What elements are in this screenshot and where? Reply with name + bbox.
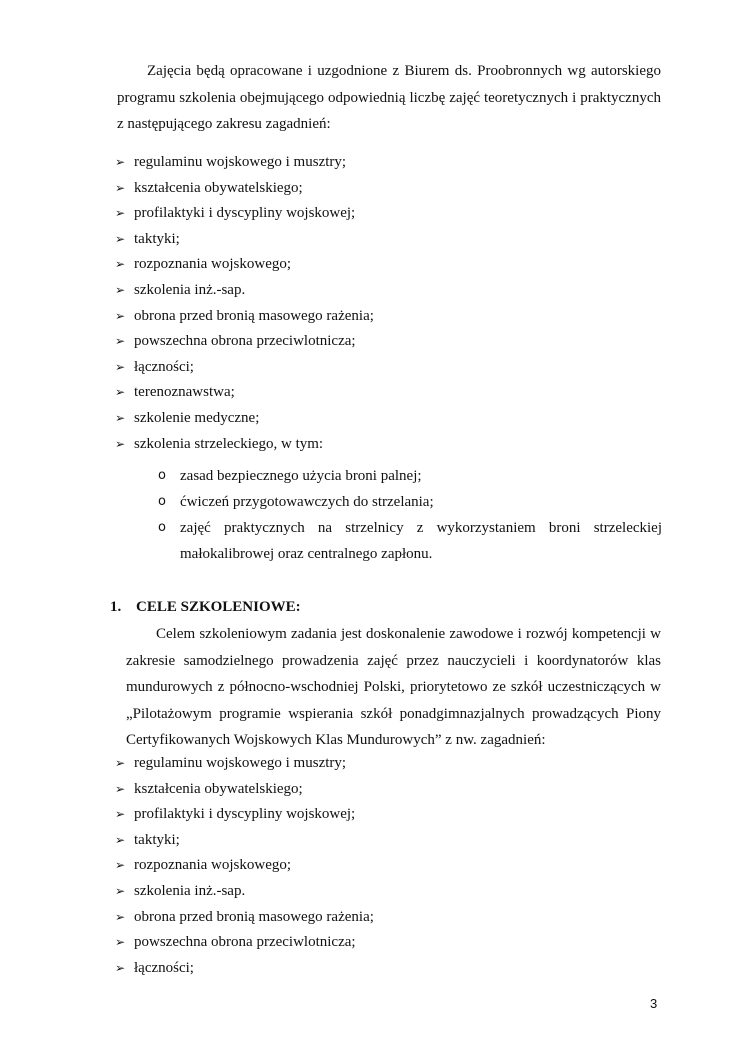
list-item: ➢ powszechna obrona przeciwlotnicza; <box>112 930 672 956</box>
list-item: ➢ taktyki; <box>112 227 672 253</box>
shooting-sublist <box>158 463 662 567</box>
list-item: ➢ łączności; <box>112 355 672 381</box>
arrow-bullet-icon: ➢ <box>114 334 126 349</box>
list-item: ➢ szkolenie medyczne; <box>112 406 672 432</box>
list-item: ➢ rozpoznania wojskowego; <box>112 252 672 278</box>
arrow-bullet-icon: ➢ <box>114 883 126 898</box>
arrow-bullet-icon: ➢ <box>114 410 126 425</box>
arrow-bullet-icon: ➢ <box>114 436 126 451</box>
arrow-bullet-icon: ➢ <box>114 206 126 221</box>
sublist-item: o zasad bezpiecznego użycia broni palnej; <box>158 463 662 489</box>
list-item: ➢ profilaktyki i dyscypliny wojskowej; <box>112 201 672 227</box>
arrow-bullet-icon: ➢ <box>114 180 126 195</box>
list-item: ➢ szkolenia strzeleckiego, w tym: <box>112 432 672 458</box>
section-title: CELE SZKOLENIOWE: <box>136 599 301 615</box>
arrow-bullet-icon: ➢ <box>114 257 126 272</box>
list-item: ➢ kształcenia obywatelskiego; <box>112 777 672 803</box>
section-number: 1. <box>110 599 122 615</box>
arrow-bullet-icon: ➢ <box>114 807 126 822</box>
list-item: ➢ obrona przed bronią masowego rażenia; <box>112 905 672 931</box>
list-item: ➢ profilaktyki i dyscypliny wojskowej; <box>112 802 672 828</box>
arrow-bullet-icon: ➢ <box>114 781 126 796</box>
list-item: ➢ kształcenia obywatelskiego; <box>112 176 672 202</box>
arrow-bullet-icon: ➢ <box>114 858 126 873</box>
arrow-bullet-icon: ➢ <box>114 385 126 400</box>
list-item: ➢ łączności; <box>112 956 672 982</box>
list-item: ➢ regulaminu wojskowego i musztry; <box>112 751 672 777</box>
circle-bullet-icon: o <box>158 468 166 483</box>
list-item: ➢ regulaminu wojskowego i musztry; <box>112 150 672 176</box>
circle-bullet-icon: o <box>158 494 166 509</box>
list-item: ➢ szkolenia inż.-sap. <box>112 278 672 304</box>
arrow-bullet-icon: ➢ <box>114 909 126 924</box>
section-paragraph <box>126 621 661 754</box>
arrow-bullet-icon: ➢ <box>114 756 126 770</box>
list-item: ➢ obrona przed bronią masowego rażenia; <box>112 304 672 330</box>
sublist-item: o zajęć praktycznych na strzelnicy z wykorzystaniem broni strzeleckiej małokalibrowej oraz centralnego zapłonu. <box>158 515 662 567</box>
page-number: 3 <box>650 996 658 1011</box>
arrow-bullet-icon: ➢ <box>114 832 126 847</box>
arrow-bullet-icon: ➢ <box>114 935 126 950</box>
arrow-bullet-icon: ➢ <box>114 359 126 374</box>
sublist-item: o ćwiczeń przygotowawczych do strzelania; <box>158 489 662 515</box>
section-text: Celem szkoleniowym zadania jest doskonalenie zawodowe i rozwój kompetencji w zakresie samodzielnego prowadzenia zajęć przez nauczycieli i koordynatorów klas mundurowych z północno-wschodniej Polski, priorytetowo ze szkół uczestniczących w „Pilotażowym programie wspierania szkół ponadgimnazjalnych prowadzących Piony Certyfikowanych Wojskowych Klas Mundurowych” z nw. zagadnień: <box>126 626 661 748</box>
list-item: ➢ taktyki; <box>112 828 672 854</box>
list-item: ➢ terenoznawstwa; <box>112 380 672 406</box>
arrow-bullet-icon: ➢ <box>114 282 126 297</box>
list-item: ➢ rozpoznania wojskowego; <box>112 853 672 879</box>
arrow-bullet-icon: ➢ <box>114 155 126 169</box>
arrow-bullet-icon: ➢ <box>114 231 126 246</box>
list-item: ➢ szkolenia inż.-sap. <box>112 879 672 905</box>
arrow-bullet-icon: ➢ <box>114 308 126 323</box>
section-heading <box>110 594 301 620</box>
list-item: ➢ powszechna obrona przeciwlotnicza; <box>112 329 672 355</box>
goals-list <box>112 751 672 981</box>
intro-paragraph: Zajęcia będą opracowane i uzgodnione z Biurem ds. Proobronnych wg autorskiego programu szkolenia obejmującego odpowiednią liczbę zajęć teoretycznych i praktycznych z następującego zakresu zagadnień: <box>117 63 661 132</box>
circle-bullet-icon: o <box>158 520 166 535</box>
arrow-bullet-icon: ➢ <box>114 960 126 975</box>
topics-list <box>112 150 672 457</box>
